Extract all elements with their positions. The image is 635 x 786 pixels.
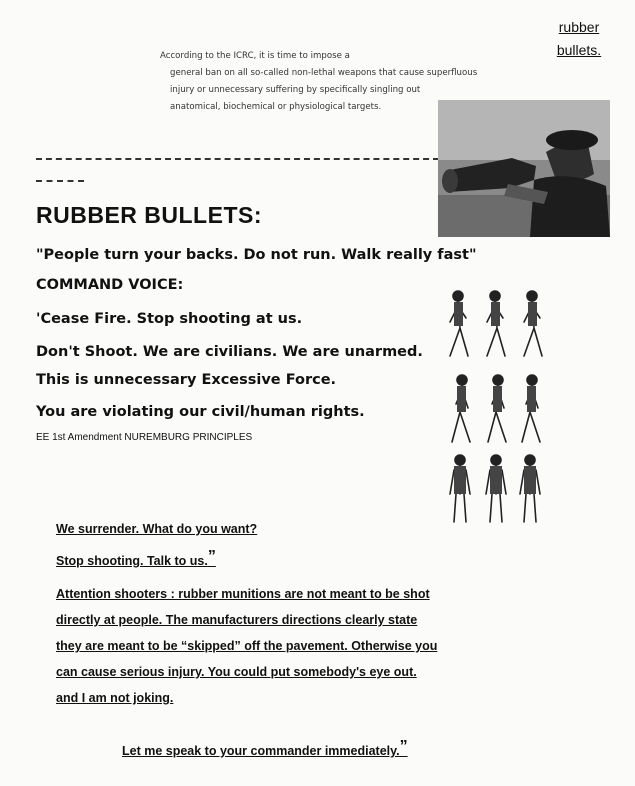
crowd-instruction: "People turn your backs. Do not run. Walk really fast" — [36, 247, 477, 263]
icrc-quote-line-2: general ban on all so-called non-lethal weapons that cause superfluous — [170, 68, 478, 78]
closing-line — [122, 738, 408, 760]
closing-quote-mark: ” — [207, 548, 216, 565]
command-voice-label: COMMAND VOICE: — [36, 277, 184, 293]
stop-shooting-text: Stop shooting. Talk to us. — [56, 554, 208, 568]
icrc-quote-line-1: According to the ICRC, it is time to impose a — [160, 51, 350, 61]
cease-fire-line: 'Cease Fire. Stop shooting at us. — [36, 311, 303, 327]
attention-line-5: and I am not joking. — [56, 691, 174, 705]
corner-label — [550, 16, 608, 62]
stop-shooting-line — [56, 548, 216, 570]
closing-text: Let me speak to your commander immediately. — [122, 744, 400, 758]
icrc-quote — [160, 48, 480, 116]
marching-soldiers-illustration — [440, 288, 550, 524]
excessive-force-line: This is unnecessary Excessive Force. — [36, 372, 337, 388]
dashed-divider-tail — [36, 180, 84, 182]
surrender-line: We surrender. What do you want? — [56, 522, 258, 536]
attention-line-3: they are meant to be “skipped” off the pavement. Otherwise you — [56, 639, 438, 653]
page-title: RUBBER BULLETS: — [36, 202, 262, 228]
closing-line-quote-mark: ” — [399, 738, 408, 755]
reference-line: EE 1st Amendment NUREMBURG PRINCIPLES — [36, 432, 253, 443]
icrc-quote-line-4: anatomical, biochemical or physiological targets. — [170, 102, 382, 112]
attention-line-2: directly at people. The manufacturers directions clearly state — [56, 613, 418, 627]
corner-label-line-2: bullets. — [556, 42, 602, 58]
civil-rights-line: You are violating our civil/human rights. — [36, 404, 365, 420]
attention-line-1: Attention shooters : rubber munitions are not meant to be shot — [56, 587, 430, 601]
attention-line-4: can cause serious injury. You could put somebody's eye out. — [56, 665, 417, 679]
dashed-divider — [36, 158, 439, 160]
corner-label-line-1: rubber — [558, 19, 600, 35]
icrc-quote-line-3: injury or unnecessary suffering by specifically singling out — [170, 85, 421, 95]
dont-shoot-line: Don't Shoot. We are civilians. We are unarmed. — [36, 344, 423, 360]
megaphone-officer-photo — [438, 100, 610, 237]
